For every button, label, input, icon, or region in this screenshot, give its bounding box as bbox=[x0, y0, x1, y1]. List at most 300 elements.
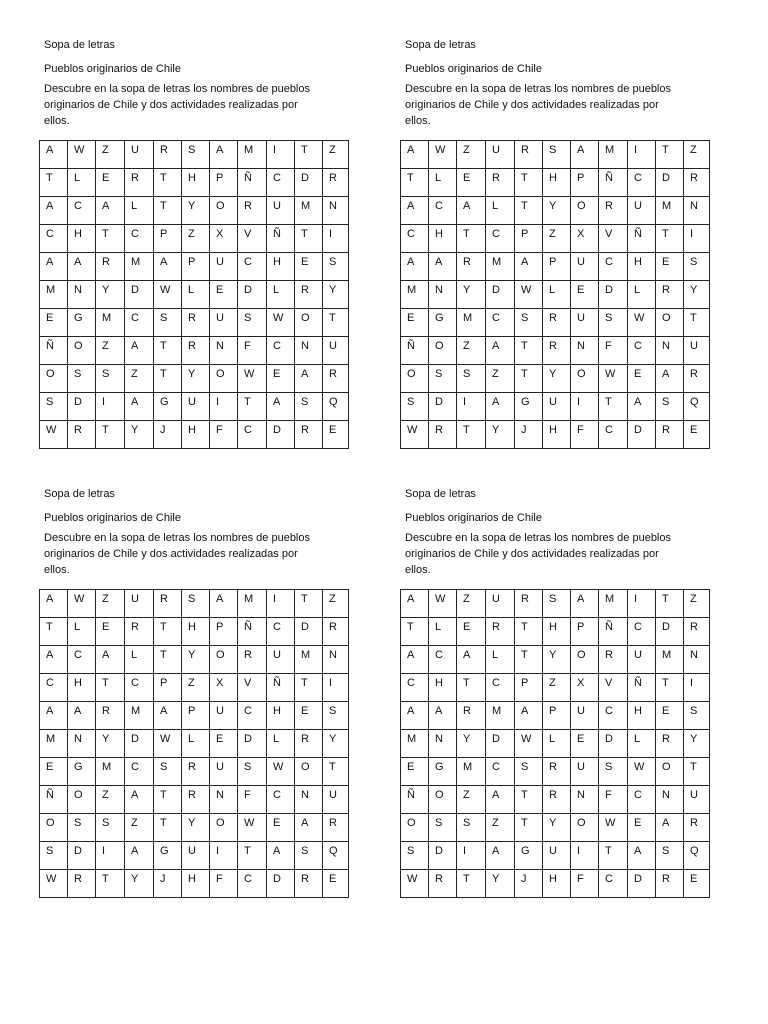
grid-cell: S bbox=[457, 814, 486, 842]
grid-cell: P bbox=[543, 253, 571, 281]
grid-cell: M bbox=[401, 281, 429, 309]
grid-cell: H bbox=[68, 674, 96, 702]
grid-cell: A bbox=[40, 702, 68, 730]
grid-cell: C bbox=[599, 870, 628, 898]
grid-row bbox=[401, 842, 710, 870]
grid-cell: U bbox=[571, 309, 599, 337]
grid-cell: D bbox=[599, 730, 628, 758]
grid-cell: C bbox=[267, 786, 295, 814]
grid-cell: N bbox=[684, 197, 710, 225]
grid-cell: T bbox=[656, 674, 684, 702]
grid-cell: Ñ bbox=[628, 674, 656, 702]
grid-cell: C bbox=[68, 197, 96, 225]
grid-row bbox=[40, 309, 349, 337]
grid-cell: H bbox=[267, 702, 295, 730]
grid-cell: X bbox=[210, 674, 238, 702]
grid-cell: C bbox=[125, 309, 154, 337]
grid-cell: J bbox=[515, 421, 543, 449]
grid-cell: N bbox=[295, 337, 323, 365]
grid-cell: C bbox=[486, 309, 515, 337]
grid-cell: U bbox=[543, 393, 571, 421]
grid-cell: P bbox=[515, 225, 543, 253]
grid-cell: R bbox=[515, 141, 543, 169]
grid-cell: G bbox=[429, 758, 457, 786]
grid-cell: O bbox=[571, 197, 599, 225]
grid-cell: O bbox=[571, 365, 599, 393]
grid-cell: E bbox=[457, 618, 486, 646]
grid-cell: C bbox=[68, 646, 96, 674]
grid-cell: S bbox=[429, 814, 457, 842]
grid-cell: T bbox=[154, 814, 182, 842]
grid-cell: J bbox=[154, 870, 182, 898]
grid-cell: Q bbox=[684, 393, 710, 421]
grid-cell: G bbox=[154, 842, 182, 870]
grid-cell: R bbox=[68, 421, 96, 449]
grid-cell: I bbox=[267, 590, 295, 618]
grid-cell: H bbox=[267, 253, 295, 281]
grid-cell: R bbox=[599, 197, 628, 225]
grid-cell: I bbox=[457, 842, 486, 870]
grid-cell: Ñ bbox=[401, 786, 429, 814]
grid-cell: L bbox=[267, 281, 295, 309]
grid-cell: S bbox=[656, 393, 684, 421]
grid-cell: P bbox=[154, 674, 182, 702]
grid-cell: Z bbox=[125, 365, 154, 393]
grid-cell: M bbox=[295, 646, 323, 674]
grid-cell: J bbox=[154, 421, 182, 449]
grid-cell: H bbox=[628, 702, 656, 730]
grid-row bbox=[40, 702, 349, 730]
grid-row bbox=[401, 590, 710, 618]
sheet-subtitle: Pueblos originarios de Chile bbox=[405, 512, 542, 524]
grid-cell: Y bbox=[543, 365, 571, 393]
grid-cell: P bbox=[571, 618, 599, 646]
grid-cell: E bbox=[628, 814, 656, 842]
grid-row bbox=[40, 365, 349, 393]
grid-cell: C bbox=[238, 253, 267, 281]
grid-cell: D bbox=[295, 618, 323, 646]
grid-cell: O bbox=[68, 786, 96, 814]
sheet-title: Sopa de letras bbox=[44, 39, 115, 51]
grid-cell: R bbox=[182, 786, 210, 814]
grid-cell: A bbox=[154, 253, 182, 281]
grid-row bbox=[401, 814, 710, 842]
grid-cell: R bbox=[182, 309, 210, 337]
grid-cell: R bbox=[125, 618, 154, 646]
grid-cell: Z bbox=[96, 141, 125, 169]
grid-cell: A bbox=[401, 646, 429, 674]
grid-cell: M bbox=[96, 758, 125, 786]
grid-cell: M bbox=[238, 141, 267, 169]
grid-cell: A bbox=[457, 197, 486, 225]
grid-cell: C bbox=[486, 225, 515, 253]
grid-row bbox=[401, 309, 710, 337]
grid-cell: Y bbox=[182, 365, 210, 393]
grid-cell: C bbox=[267, 337, 295, 365]
grid-cell: T bbox=[599, 842, 628, 870]
grid-cell: U bbox=[323, 786, 349, 814]
letter-grid bbox=[39, 589, 349, 898]
grid-cell: O bbox=[429, 786, 457, 814]
grid-cell: A bbox=[40, 197, 68, 225]
grid-cell: T bbox=[656, 225, 684, 253]
grid-cell: A bbox=[267, 393, 295, 421]
grid-cell: R bbox=[543, 309, 571, 337]
grid-cell: A bbox=[210, 141, 238, 169]
grid-cell: T bbox=[515, 646, 543, 674]
grid-cell: V bbox=[599, 225, 628, 253]
grid-cell: S bbox=[154, 309, 182, 337]
grid-cell: R bbox=[182, 758, 210, 786]
grid-cell: Z bbox=[486, 365, 515, 393]
grid-cell: W bbox=[154, 730, 182, 758]
grid-cell: W bbox=[515, 730, 543, 758]
grid-cell: R bbox=[238, 197, 267, 225]
grid-cell: Y bbox=[182, 646, 210, 674]
grid-cell: O bbox=[68, 337, 96, 365]
grid-cell: I bbox=[96, 842, 125, 870]
grid-cell: A bbox=[210, 590, 238, 618]
grid-cell: F bbox=[238, 786, 267, 814]
grid-cell: U bbox=[628, 197, 656, 225]
grid-cell: G bbox=[515, 842, 543, 870]
grid-cell: D bbox=[429, 393, 457, 421]
grid-cell: O bbox=[210, 646, 238, 674]
grid-cell: F bbox=[599, 337, 628, 365]
grid-cell: D bbox=[628, 870, 656, 898]
grid-cell: T bbox=[515, 618, 543, 646]
grid-cell: U bbox=[210, 702, 238, 730]
grid-cell: W bbox=[40, 870, 68, 898]
grid-cell: C bbox=[429, 197, 457, 225]
grid-cell: Z bbox=[125, 814, 154, 842]
grid-cell: C bbox=[486, 758, 515, 786]
grid-cell: W bbox=[401, 870, 429, 898]
grid-cell: S bbox=[96, 365, 125, 393]
grid-cell: C bbox=[628, 169, 656, 197]
grid-cell: A bbox=[486, 786, 515, 814]
grid-cell: W bbox=[515, 281, 543, 309]
grid-cell: G bbox=[68, 758, 96, 786]
grid-row bbox=[401, 365, 710, 393]
grid-cell: T bbox=[515, 786, 543, 814]
grid-cell: M bbox=[486, 253, 515, 281]
grid-cell: X bbox=[571, 674, 599, 702]
grid-row bbox=[40, 758, 349, 786]
grid-cell: Z bbox=[457, 337, 486, 365]
grid-cell: Y bbox=[125, 870, 154, 898]
grid-cell: A bbox=[295, 365, 323, 393]
grid-cell: N bbox=[323, 646, 349, 674]
grid-cell: E bbox=[401, 309, 429, 337]
grid-cell: R bbox=[684, 169, 710, 197]
grid-cell: I bbox=[210, 393, 238, 421]
grid-cell: I bbox=[457, 393, 486, 421]
grid-cell: F bbox=[599, 786, 628, 814]
grid-cell: W bbox=[628, 758, 656, 786]
grid-cell: E bbox=[656, 253, 684, 281]
grid-cell: Z bbox=[182, 674, 210, 702]
grid-cell: E bbox=[267, 365, 295, 393]
grid-cell: A bbox=[486, 337, 515, 365]
grid-cell: A bbox=[429, 253, 457, 281]
sheet-instructions: Descubre en la sopa de letras los nombres de pueblos originarios de Chile y dos actividades realizadas por ellos. bbox=[44, 83, 310, 127]
grid-cell: R bbox=[154, 141, 182, 169]
grid-cell: E bbox=[323, 421, 349, 449]
grid-cell: N bbox=[571, 337, 599, 365]
grid-cell: R bbox=[543, 786, 571, 814]
grid-cell: W bbox=[267, 758, 295, 786]
grid-cell: S bbox=[68, 814, 96, 842]
grid-cell: R bbox=[457, 253, 486, 281]
grid-cell: W bbox=[40, 421, 68, 449]
grid-cell: W bbox=[401, 421, 429, 449]
grid-cell: G bbox=[515, 393, 543, 421]
grid-cell: I bbox=[323, 674, 349, 702]
grid-cell: Y bbox=[486, 870, 515, 898]
grid-cell: A bbox=[125, 842, 154, 870]
grid-cell: O bbox=[401, 814, 429, 842]
grid-cell: L bbox=[429, 169, 457, 197]
grid-cell: C bbox=[628, 618, 656, 646]
grid-cell: S bbox=[96, 814, 125, 842]
grid-cell: H bbox=[543, 169, 571, 197]
sheet-instructions: Descubre en la sopa de letras los nombres de pueblos originarios de Chile y dos actividades realizadas por ellos. bbox=[405, 532, 671, 576]
grid-row bbox=[401, 225, 710, 253]
grid-cell: W bbox=[429, 590, 457, 618]
grid-row bbox=[40, 141, 349, 169]
grid-cell: A bbox=[401, 702, 429, 730]
grid-cell: H bbox=[182, 169, 210, 197]
grid-cell: U bbox=[543, 842, 571, 870]
grid-row bbox=[40, 421, 349, 449]
grid-cell: Z bbox=[323, 141, 349, 169]
grid-cell: Ñ bbox=[238, 169, 267, 197]
grid-cell: S bbox=[323, 253, 349, 281]
grid-cell: A bbox=[68, 253, 96, 281]
grid-cell: J bbox=[515, 870, 543, 898]
grid-cell: P bbox=[182, 702, 210, 730]
grid-cell: U bbox=[267, 646, 295, 674]
grid-cell: R bbox=[429, 421, 457, 449]
grid-cell: W bbox=[429, 141, 457, 169]
grid-cell: D bbox=[429, 842, 457, 870]
grid-cell: W bbox=[599, 365, 628, 393]
grid-cell: T bbox=[96, 870, 125, 898]
grid-cell: E bbox=[96, 169, 125, 197]
sheet-subtitle: Pueblos originarios de Chile bbox=[44, 512, 181, 524]
grid-cell: I bbox=[210, 842, 238, 870]
grid-cell: T bbox=[238, 393, 267, 421]
grid-cell: E bbox=[295, 253, 323, 281]
grid-cell: L bbox=[486, 197, 515, 225]
grid-cell: D bbox=[656, 618, 684, 646]
grid-cell: R bbox=[154, 590, 182, 618]
grid-cell: L bbox=[182, 730, 210, 758]
grid-cell: P bbox=[210, 618, 238, 646]
grid-row bbox=[401, 786, 710, 814]
grid-cell: R bbox=[656, 281, 684, 309]
grid-cell: C bbox=[599, 702, 628, 730]
grid-cell: T bbox=[238, 842, 267, 870]
grid-cell: T bbox=[599, 393, 628, 421]
grid-cell: C bbox=[401, 674, 429, 702]
grid-cell: R bbox=[486, 169, 515, 197]
grid-cell: N bbox=[429, 281, 457, 309]
grid-cell: Z bbox=[457, 141, 486, 169]
grid-cell: M bbox=[40, 730, 68, 758]
grid-cell: Z bbox=[543, 674, 571, 702]
grid-cell: T bbox=[515, 169, 543, 197]
grid-cell: T bbox=[40, 618, 68, 646]
grid-row bbox=[401, 141, 710, 169]
grid-cell: A bbox=[125, 393, 154, 421]
grid-cell: E bbox=[571, 281, 599, 309]
grid-cell: S bbox=[457, 365, 486, 393]
grid-cell: M bbox=[599, 590, 628, 618]
grid-cell: U bbox=[571, 702, 599, 730]
grid-cell: R bbox=[323, 365, 349, 393]
grid-cell: D bbox=[238, 281, 267, 309]
grid-cell: A bbox=[401, 590, 429, 618]
grid-row bbox=[40, 197, 349, 225]
grid-cell: X bbox=[571, 225, 599, 253]
grid-cell: A bbox=[486, 842, 515, 870]
grid-cell: R bbox=[125, 169, 154, 197]
grid-cell: Z bbox=[543, 225, 571, 253]
grid-cell: R bbox=[486, 618, 515, 646]
grid-cell: A bbox=[68, 702, 96, 730]
grid-cell: A bbox=[515, 702, 543, 730]
grid-cell: S bbox=[154, 758, 182, 786]
grid-cell: R bbox=[182, 337, 210, 365]
grid-cell: Y bbox=[684, 730, 710, 758]
grid-cell: M bbox=[457, 309, 486, 337]
grid-cell: I bbox=[628, 141, 656, 169]
grid-cell: H bbox=[182, 870, 210, 898]
grid-cell: F bbox=[210, 421, 238, 449]
grid-cell: L bbox=[429, 618, 457, 646]
grid-cell: T bbox=[401, 618, 429, 646]
sheet-subtitle: Pueblos originarios de Chile bbox=[405, 63, 542, 75]
grid-cell: R bbox=[295, 870, 323, 898]
grid-cell: A bbox=[429, 702, 457, 730]
grid-cell: T bbox=[656, 141, 684, 169]
grid-row bbox=[40, 393, 349, 421]
grid-cell: T bbox=[515, 337, 543, 365]
grid-cell: I bbox=[571, 393, 599, 421]
grid-cell: Z bbox=[96, 590, 125, 618]
grid-cell: Y bbox=[486, 421, 515, 449]
grid-cell: R bbox=[656, 421, 684, 449]
grid-row bbox=[401, 197, 710, 225]
grid-cell: D bbox=[267, 870, 295, 898]
grid-cell: W bbox=[68, 141, 96, 169]
grid-cell: P bbox=[210, 169, 238, 197]
grid-cell: H bbox=[182, 421, 210, 449]
grid-row bbox=[40, 730, 349, 758]
grid-cell: S bbox=[599, 309, 628, 337]
grid-cell: S bbox=[182, 590, 210, 618]
grid-cell: N bbox=[210, 337, 238, 365]
grid-cell: I bbox=[96, 393, 125, 421]
grid-cell: U bbox=[125, 141, 154, 169]
grid-cell: T bbox=[515, 814, 543, 842]
grid-cell: N bbox=[656, 337, 684, 365]
grid-cell: E bbox=[684, 421, 710, 449]
grid-cell: M bbox=[238, 590, 267, 618]
grid-cell: Y bbox=[543, 197, 571, 225]
grid-cell: T bbox=[154, 169, 182, 197]
grid-cell: L bbox=[628, 730, 656, 758]
grid-cell: M bbox=[656, 197, 684, 225]
grid-cell: T bbox=[154, 786, 182, 814]
grid-cell: N bbox=[571, 786, 599, 814]
grid-cell: R bbox=[295, 730, 323, 758]
grid-cell: V bbox=[599, 674, 628, 702]
sheet-subtitle: Pueblos originarios de Chile bbox=[44, 63, 181, 75]
grid-cell: N bbox=[656, 786, 684, 814]
grid-cell: R bbox=[323, 814, 349, 842]
grid-cell: O bbox=[571, 814, 599, 842]
grid-cell: C bbox=[40, 674, 68, 702]
grid-cell: Y bbox=[323, 281, 349, 309]
grid-cell: R bbox=[68, 870, 96, 898]
grid-cell: T bbox=[457, 870, 486, 898]
grid-cell: I bbox=[267, 141, 295, 169]
grid-cell: A bbox=[628, 393, 656, 421]
grid-cell: Y bbox=[457, 730, 486, 758]
grid-cell: N bbox=[429, 730, 457, 758]
grid-cell: U bbox=[267, 197, 295, 225]
grid-cell: H bbox=[628, 253, 656, 281]
grid-cell: R bbox=[96, 702, 125, 730]
grid-cell: A bbox=[401, 141, 429, 169]
grid-cell: U bbox=[125, 590, 154, 618]
grid-cell: S bbox=[543, 141, 571, 169]
grid-cell: U bbox=[210, 758, 238, 786]
grid-cell: O bbox=[40, 814, 68, 842]
grid-cell: E bbox=[684, 870, 710, 898]
grid-row bbox=[40, 618, 349, 646]
grid-cell: A bbox=[40, 646, 68, 674]
grid-cell: I bbox=[571, 842, 599, 870]
grid-cell: T bbox=[154, 365, 182, 393]
grid-cell: S bbox=[599, 758, 628, 786]
grid-cell: I bbox=[684, 225, 710, 253]
grid-cell: F bbox=[571, 870, 599, 898]
grid-cell: Z bbox=[96, 786, 125, 814]
grid-row bbox=[401, 281, 710, 309]
grid-cell: S bbox=[295, 393, 323, 421]
grid-cell: U bbox=[684, 786, 710, 814]
grid-cell: S bbox=[238, 309, 267, 337]
grid-cell: E bbox=[656, 702, 684, 730]
grid-cell: T bbox=[96, 225, 125, 253]
grid-cell: S bbox=[429, 365, 457, 393]
grid-row bbox=[401, 618, 710, 646]
grid-cell: R bbox=[238, 646, 267, 674]
grid-cell: D bbox=[125, 281, 154, 309]
grid-cell: N bbox=[323, 197, 349, 225]
grid-cell: P bbox=[154, 225, 182, 253]
grid-cell: T bbox=[684, 758, 710, 786]
grid-cell: O bbox=[401, 365, 429, 393]
grid-cell: P bbox=[515, 674, 543, 702]
grid-cell: M bbox=[125, 702, 154, 730]
grid-cell: T bbox=[457, 421, 486, 449]
grid-cell: C bbox=[429, 646, 457, 674]
